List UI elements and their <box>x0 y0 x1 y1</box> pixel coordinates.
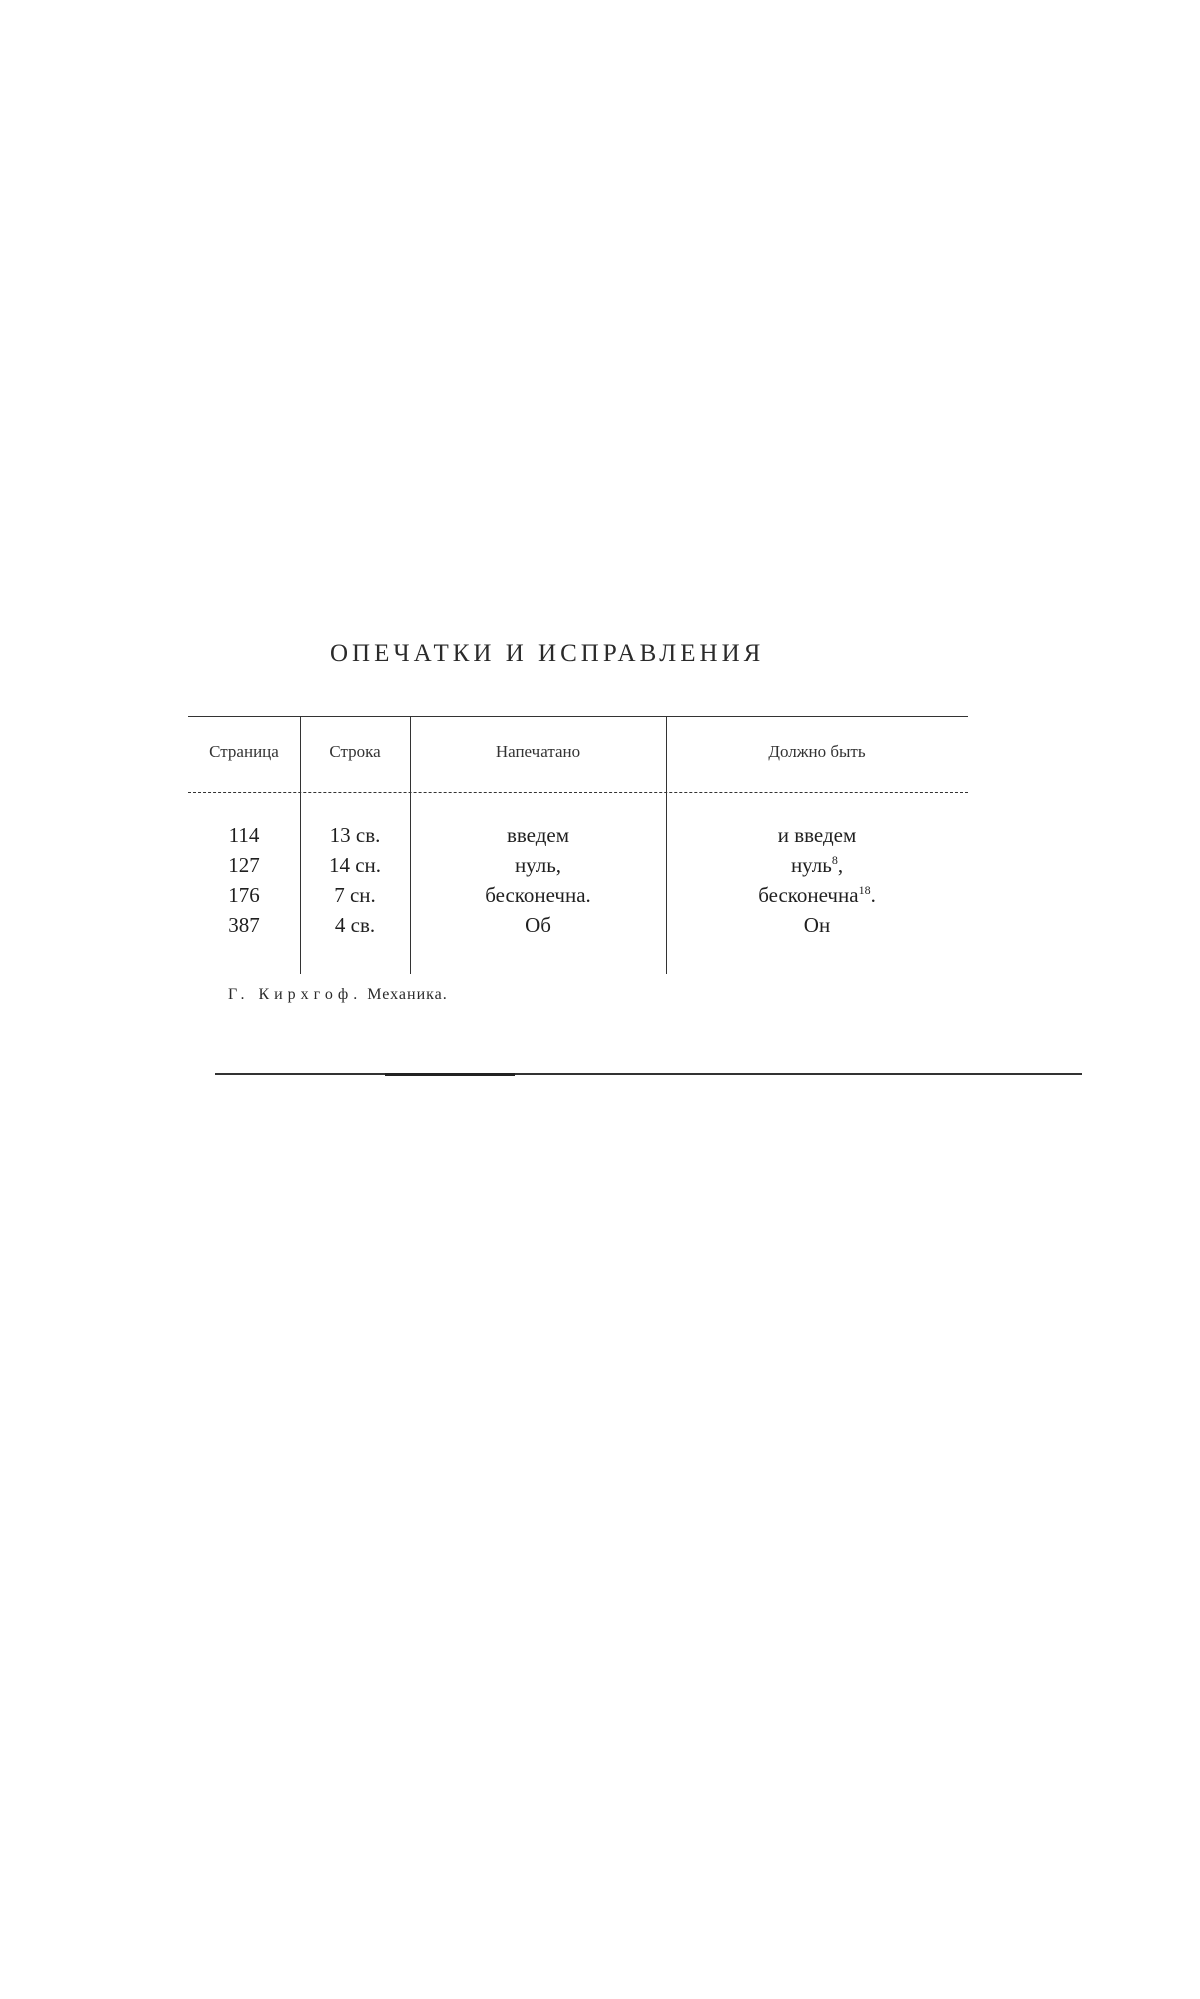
page-title: ОПЕЧАТКИ И ИСПРАВЛЕНИЯ <box>330 640 765 667</box>
row2-page: 127 <box>228 853 260 877</box>
row1-should-be <box>666 820 968 850</box>
row2-line: 14 сн. <box>328 853 382 877</box>
errata-table <box>188 706 968 976</box>
row1-printed: введем <box>506 823 570 847</box>
row3-page: 176 <box>228 883 260 907</box>
row3-should-be-tail: . <box>870 883 876 907</box>
bottom-rule-thick-segment <box>385 1073 515 1076</box>
book-reference <box>228 986 448 1004</box>
row4-line: 4 св. <box>334 913 376 937</box>
row1-line: 13 св. <box>329 823 381 847</box>
row4-printed: Об <box>525 913 551 937</box>
row3-footnote-ref: 18 <box>858 883 871 897</box>
row3-should-be-text: бесконечна <box>758 883 859 907</box>
row4-page: 387 <box>228 913 260 937</box>
row2-should-be-text: нуль <box>790 853 832 877</box>
row1-page: 114 <box>228 823 260 847</box>
row4-should-be-text: Он <box>803 913 831 937</box>
header-line: Строка <box>329 742 381 761</box>
bottom-rule <box>215 1073 1082 1075</box>
table-top-rule <box>188 716 968 717</box>
row4-should-be <box>666 910 968 940</box>
row1-should-be-text: и введем <box>777 823 857 847</box>
header-should-be: Должно быть <box>768 742 866 761</box>
book-title: Механика. <box>367 986 448 1003</box>
row2-should-be-tail: , <box>837 853 844 877</box>
row2-should-be <box>666 850 968 880</box>
table-header-rule <box>188 792 968 793</box>
row3-printed: бесконечна. <box>485 883 591 907</box>
header-page: Страница <box>209 742 279 761</box>
row3-line: 7 сн. <box>334 883 376 907</box>
row2-printed: нуль, <box>514 853 562 877</box>
book-author: Г. Кирхгоф. <box>228 986 363 1003</box>
row3-should-be <box>666 880 968 910</box>
row2-footnote-ref: 8 <box>831 853 838 867</box>
header-printed: Напечатано <box>495 742 581 761</box>
